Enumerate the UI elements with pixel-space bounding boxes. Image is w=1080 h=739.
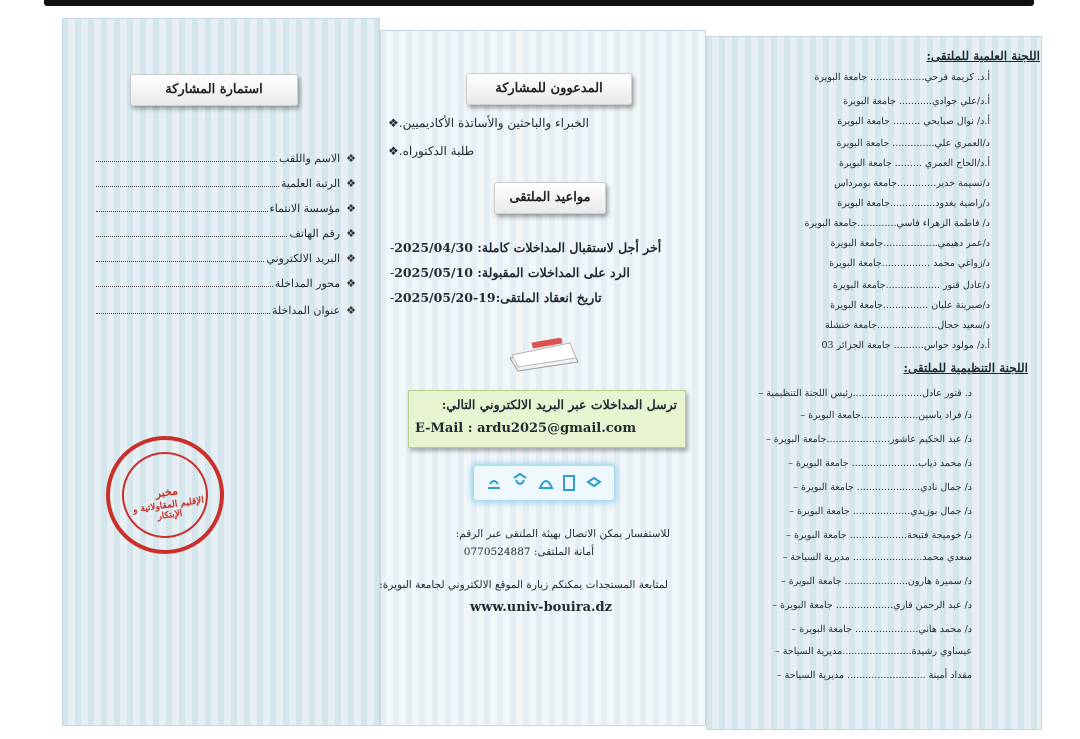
diamond-bullet-icon: ❖ [388,116,399,130]
organizing-member-text: د/ سميرة هارون..................... جامعة البويرة [788,576,972,587]
scientific-member: د/العمري علي.............. جامعة البويرة [836,138,990,149]
scientific-member: د/نسيمة خدير.............جامعة بومرداس [834,178,990,189]
date-item [380,290,702,305]
email-address[interactable]: E-Mail : ardu2025@gmail.com [415,421,637,436]
form-field-label: الرتبة العلمية [280,177,341,190]
diamond-bullet-icon: ❖ [388,144,399,158]
form-field-input-line[interactable] [96,286,273,287]
organizing-member [800,410,972,421]
form-field-input-line[interactable] [96,313,270,314]
dash-bullet: – [765,434,771,445]
form-field-input-line[interactable] [96,161,277,162]
diamond-bullet-icon: ❖ [346,304,356,317]
organizing-member-text: سعدي محمد....................... مديرية السياحة [790,552,972,563]
form-field-row [96,297,356,317]
invited-item [380,144,682,158]
invited-item-text: الخبراء والباحثين والأساتذة الأكاديميين. [398,116,589,130]
dash-bullet: – [789,506,794,517]
form-field-row [96,245,356,265]
participation-form-header [130,74,298,106]
cup-icon [514,474,526,484]
invited-item [380,116,682,130]
form-field-label: رقم الهاتف [289,227,341,240]
calendar-pages-icon [504,338,582,372]
scientific-committee-title: اللجنة العلمية للملتقى: [926,49,1040,63]
form-field-label: عنوان المداخلة [271,304,341,317]
dash-bullet: – [786,530,791,541]
form-field-input-line[interactable] [96,186,279,187]
website-instruction: لمتابعة المستجدات يمكنكم زيارة الموقع الالكتروني لجامعة البويرة: [379,579,668,591]
dash-bullet: – [758,388,764,399]
diamond-bullet-icon: ❖ [346,252,356,265]
organizing-member [789,506,972,517]
organizing-member-text: د/ جمال نادي..................... جامعة البويرة [801,482,972,493]
form-field-row [96,270,356,290]
organizing-member-text: مقداد أمينة .......................... مديرية السياحة [784,670,972,681]
dash-bullet: – [793,482,798,493]
organizing-member [783,552,972,563]
email-instruction: ترسل المداخلات عبر البريد الالكتروني التالي: [441,397,677,412]
organizing-member-text: د/ محمد ذياب...................... جامعة البويرة [795,458,972,469]
organizing-member [791,624,972,635]
date-item-text: تاريخ انعقاد الملتقى:19-2025/05/20 [394,290,602,305]
organizing-member [786,530,972,541]
organizing-member-text: عيساوي رشيدة.......................مديرية السياحة [782,646,972,657]
dash-bullet: – [780,576,786,587]
form-field-label: مؤسسة الانتماء [269,202,341,215]
scientific-member: أ.د/علي جوادي........... جامعة البويرة [843,96,990,107]
invitation-panel [380,30,706,726]
dates-header [494,182,606,214]
diamond-bullet-icon: ❖ [346,227,356,240]
date-item [380,240,702,255]
organizing-member [777,670,972,681]
invited-item-text: طلبة الدكتوراه. [398,144,475,158]
participation-form-title: استمارة المشاركة [165,82,263,97]
form-field-label: الاسم واللقب [279,152,341,165]
organizing-member [793,482,972,493]
form-field-label: البريد الالكتروني [266,252,341,265]
organizing-member [781,576,972,587]
top-edge-bar [44,0,1034,6]
organizing-member-text: د/ عبد الرحمن قاري................... جامعة البويرة [780,600,972,611]
form-field-input-line[interactable] [96,261,264,262]
diamond-bullet-icon: ❖ [346,152,356,165]
diamond-bullet-icon: ❖ [346,177,356,190]
email-box [408,390,686,448]
contact-instruction: للاستفسار يمكن الاتصال بهيئة الملتقى عبر الرقم: [455,528,670,540]
scientific-member: د/عمر دهيمي..................جامعة البويرة [830,238,990,249]
scientific-member: د/زواغي محمد ................جامعة البويرة [829,258,990,269]
participation-form-panel [62,18,380,726]
invited-header [466,73,632,105]
organizing-member [775,646,972,657]
stamp-line-1: مخبر [154,484,179,501]
send-icon [588,478,600,486]
form-field-row [96,195,356,215]
organizing-member-text: د/ خوميجة فتيحة................... جامعة البويرة [793,530,972,541]
organizing-member [758,388,972,399]
website-link[interactable]: www.univ-bouira.dz [470,600,613,615]
organizing-member-text: د. قنور عادل.......................رئيس اللجنة التنظيمية [766,388,972,399]
organizing-member-text: د/ جمال بوزيدي................... جامعة البويرة [797,506,972,517]
organizing-member [788,458,972,469]
contact-icons-strip [474,466,614,500]
scientific-member: د/سعيد حجال....................جامعة خنشلة [824,320,990,331]
form-field-input-line[interactable] [96,236,287,237]
dash-bullet: – [774,646,780,657]
dash-bullet: - [390,240,395,255]
organizing-member [772,600,972,611]
organizing-member [766,434,972,445]
dash-bullet: – [800,410,806,421]
scientific-member: د/ فاطمة الزهراء فاسي.............جامعة البويرة [804,218,990,229]
scientific-member: أ.د/الحاج العمري ......... جامعة البويرة [838,158,990,169]
stamp-inner-ring [116,446,213,543]
date-item-text: أخر أجل لاستقبال المداخلات كاملة: 2025/04/30 [394,240,662,255]
scientific-member: د/راضية بغدود...............جامعة البويرة [837,198,990,209]
date-item [380,265,702,280]
diamond-bullet-icon: ❖ [346,277,356,290]
scientific-member: أ.د. كريمة فرحي.................. جامعة البويرة [814,72,990,83]
dash-bullet: - [390,265,395,280]
invited-title: المدعوون للمشاركة [495,81,603,96]
dash-bullet: – [772,600,777,611]
organizing-member-text: د/ محمد هاني..................... جامعة البويرة [799,624,972,635]
form-field-row [96,220,356,240]
dash-bullet: – [788,458,793,469]
diamond-bullet-icon: ❖ [346,202,356,215]
stamp-line-2: الإقليم المقاولاتية و الإبتكار [132,495,205,523]
dash-bullet: – [776,670,782,681]
scientific-member: أ.د/ مولود حواس.......... جامعة الجزائر 03 [821,340,990,351]
date-item-text: الرد على المداخلات المقبولة: 2025/05/10 [394,265,630,280]
scientific-member: أ.د/ نوال صبايحي ......... جامعة البويرة [837,116,990,127]
form-field-row [96,170,356,190]
form-field-label: محور المداخلة [274,277,341,290]
scientific-member: د/صبرينة عليان ...............جامعة البويرة [830,300,990,311]
printer-icon [540,481,552,488]
phone-icon [488,481,500,488]
dash-bullet: – [791,624,797,635]
form-field-input-line[interactable] [96,211,268,212]
dash-bullet: - [390,290,395,305]
dates-title: مواعيد الملتقى [509,190,591,205]
form-field-row [96,145,356,165]
organizing-member-text: د/ عبد الحكيم عاشور.....................جامعة البويرة [773,434,972,445]
document-icon [564,476,574,490]
organizing-committee-title: اللجنة التنظيمية للملتقى: [903,361,1028,375]
dash-bullet: – [782,552,788,563]
scientific-member: د/عادل قنور ..................جامعة البويرة [832,280,990,291]
contact-phone: أمانة الملتقى: 0770524887 [463,546,594,558]
organizing-member-text: د/ فراد ياسين...................جامعة البويرة [808,410,972,421]
